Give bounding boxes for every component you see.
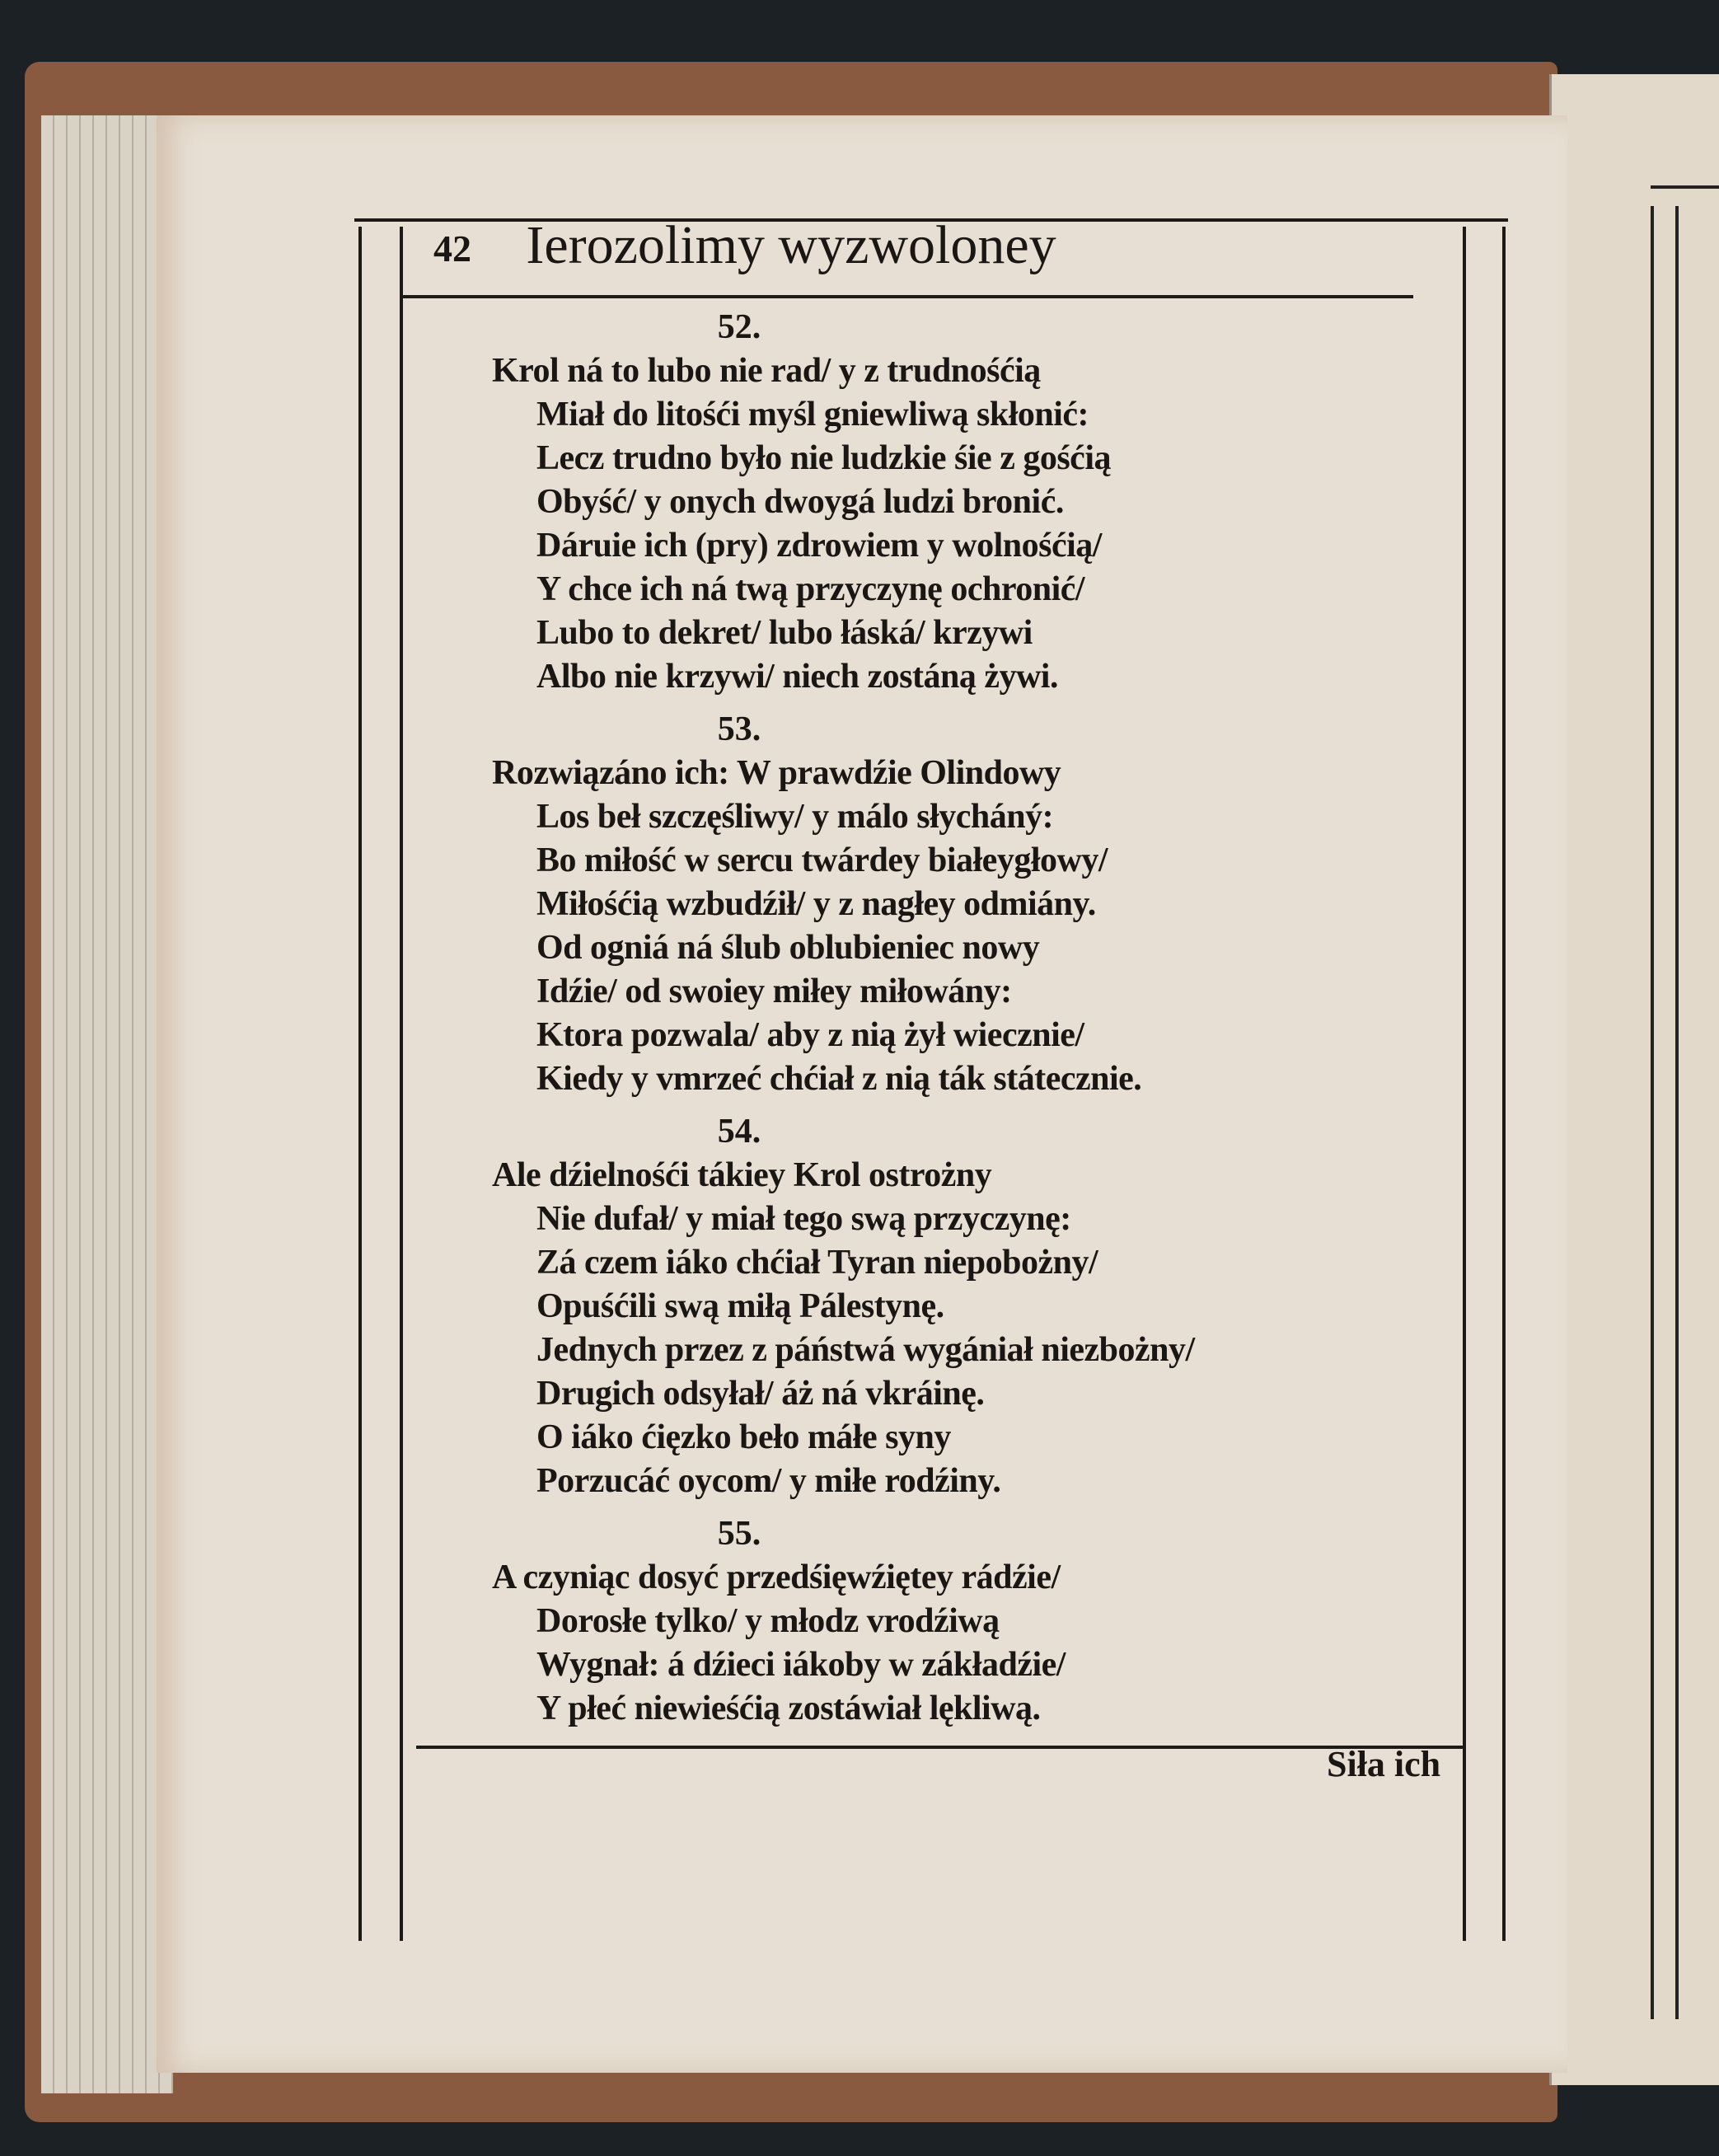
- facing-page: [1549, 74, 1719, 2085]
- stanza: [492, 306, 1398, 699]
- verse-line: Albo nie krzywi/ niech zostáną żywi.: [536, 658, 1058, 696]
- verse-line: Lecz trudno było nie ludzkie śie z gośćią: [536, 439, 1111, 477]
- verse-line: Miłośćią wzbudźił/ y z nagłey odmiány.: [536, 885, 1096, 923]
- frame-right-inner: [1463, 227, 1466, 1941]
- verse-line: Lubo to dekret/ lubo łáská/ krzywi: [536, 614, 1033, 652]
- verse-line: Bo miłość w sercu twárdey białeygłowy/: [536, 841, 1108, 879]
- verse-line: Miał do litośći myśl gniewliwą skłonić:: [536, 396, 1089, 434]
- verse-line: Ale dźielnośći tákiey Krol ostrożny: [492, 1156, 992, 1194]
- verse-line: Od ogniá ná ślub oblubieniec nowy: [536, 929, 1040, 967]
- book-page: [157, 115, 1567, 2073]
- facing-page-frame-line: [1675, 206, 1679, 2019]
- facing-page-rule: [1651, 185, 1719, 189]
- verse-line: Los beł szczęśliwy/ y málo słycháný:: [536, 798, 1054, 836]
- verse-line: Drugich odsyłał/ áż ná vkráinę.: [536, 1375, 985, 1413]
- poem-text: [492, 306, 1398, 1740]
- verse-line: Krol ná to lubo nie rad/ y z trudnośćią: [492, 352, 1041, 390]
- stanza-number: 53.: [717, 710, 761, 748]
- verse-line: Wygnał: á dźieci iákoby w zákładźie/: [536, 1646, 1066, 1684]
- stanza: [492, 708, 1398, 1101]
- stanza-number: 52.: [717, 308, 761, 346]
- verse-line: Zá czem iáko chćiał Tyran niepobożny/: [536, 1244, 1098, 1282]
- verse-line: Obyść/ y onych dwoygá ludzi bronić.: [536, 483, 1064, 521]
- catchword: Siła ich: [1327, 1744, 1441, 1784]
- stanza-number: 54.: [717, 1113, 761, 1151]
- frame-left-inner: [400, 227, 403, 1941]
- page-number: 42: [433, 227, 471, 270]
- verse-line: Dorosłe tylko/ y młodz vrodźiwą: [536, 1602, 1000, 1640]
- verse-line: O iáko ćięzko beło máłe syny: [536, 1418, 951, 1456]
- verse-line: Y chce ich ná twą przyczynę ochronić/: [536, 570, 1085, 608]
- bottom-rule: [416, 1746, 1463, 1749]
- stanza: [492, 1110, 1398, 1503]
- frame-left-outer: [358, 227, 362, 1941]
- verse-line: Opuśćili swą miłą Pálestynę.: [536, 1287, 944, 1325]
- verse-line: Rozwiązáno ich: W prawdźie Olindowy: [492, 754, 1061, 792]
- verse-line: Porzucáć oycom/ y miłe rodźiny.: [536, 1462, 1001, 1500]
- stanza: [492, 1512, 1398, 1731]
- verse-line: Y płeć niewieśćią zostáwiał lękliwą.: [536, 1690, 1041, 1727]
- verse-line: Ktora pozwala/ aby z nią żył wiecznie/: [536, 1016, 1084, 1054]
- facing-page-frame-line: [1651, 206, 1654, 2019]
- running-title: Ierozolimy wyzwoloney: [526, 215, 1056, 275]
- verse-line: A czyniąc dosyć przedśięwźiętey rádźie/: [492, 1558, 1061, 1596]
- page-edges: [41, 115, 173, 2093]
- frame-right-outer: [1502, 227, 1506, 1941]
- stanza-number: 55.: [717, 1515, 761, 1553]
- verse-line: Nie dufał/ y miał tego swą przyczynę:: [536, 1200, 1071, 1238]
- verse-line: Jednych przez z páństwá wygániał niezbożny/: [536, 1331, 1195, 1369]
- header-rule: [400, 295, 1413, 298]
- verse-line: Kiedy y vmrzeć chćiał z nią ták státecznie.: [536, 1060, 1142, 1098]
- verse-line: Idźie/ od swoiey miłey miłowány:: [536, 973, 1012, 1010]
- verse-line: Dáruie ich (pry) zdrowiem y wolnośćią/: [536, 527, 1102, 565]
